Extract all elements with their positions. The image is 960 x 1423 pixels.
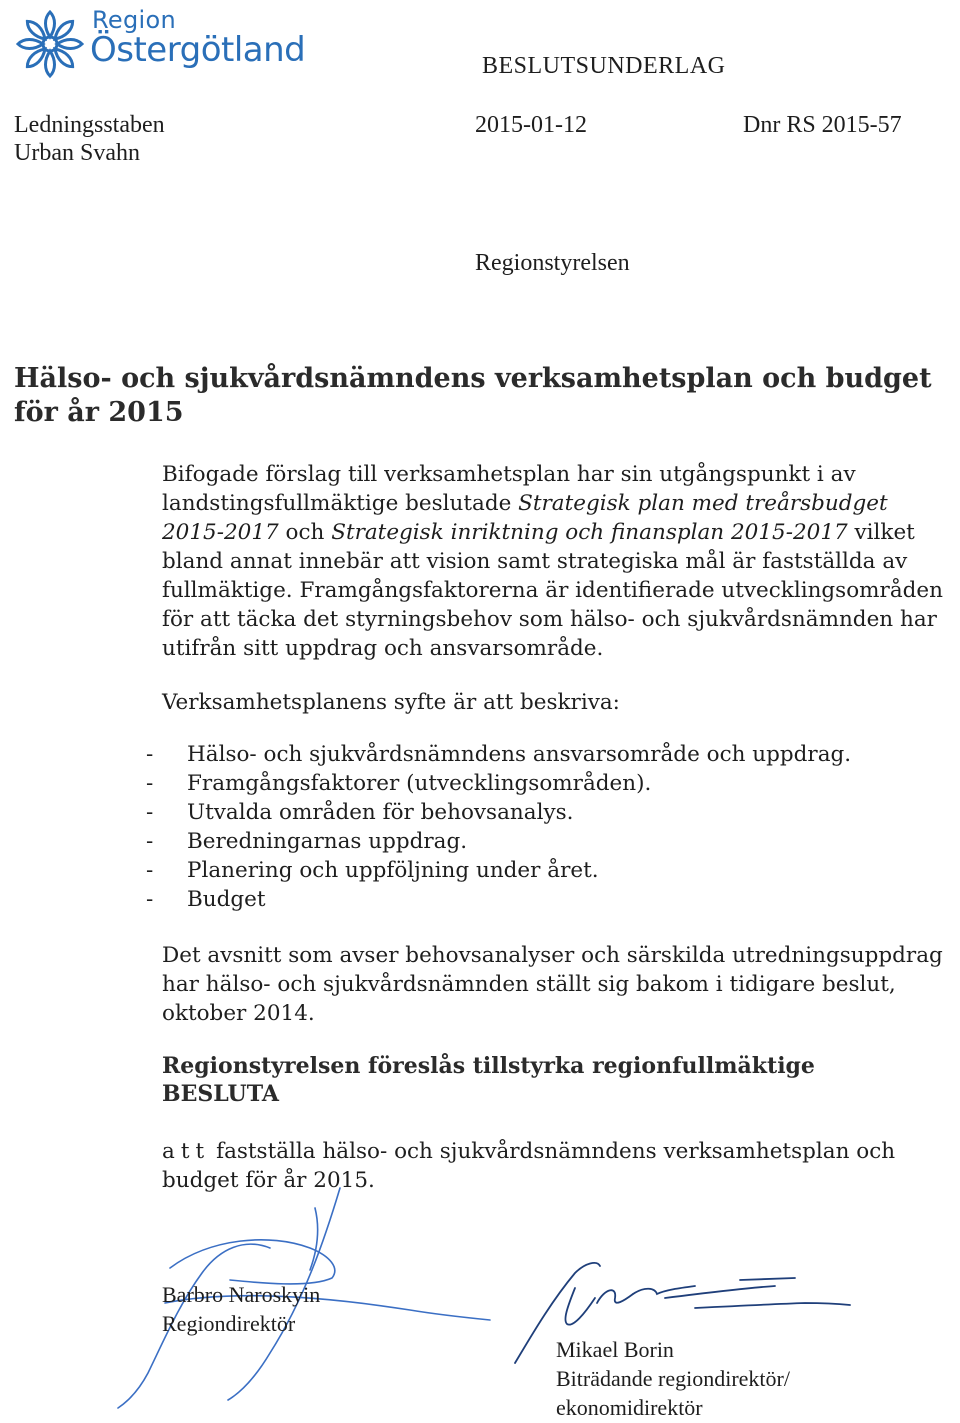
list-dash: - [146,829,154,854]
signatory-title: Regiondirektör [162,1311,296,1336]
list-item-text: Hälso- och sjukvårdsnämndens ansvarsområde och uppdrag. [187,742,852,767]
list-item-text: Budget [187,887,266,912]
department: Ledningsstaben [14,112,165,138]
paragraph-intro-text-b: och [278,520,332,545]
reference-number: Dnr RS 2015-57 [743,112,902,138]
signature-block-regiondirektor [162,1280,320,1338]
paragraph-purpose: Verksamhetsplanens syfte är att beskriva: [162,690,620,715]
paragraph-intro [162,460,952,663]
region-logo-flower-icon [14,8,86,80]
purpose-list [146,740,946,914]
logo-text-region: Region [92,6,176,34]
list-item [146,798,946,827]
list-item [146,769,946,798]
paragraph-intro-text-c: vilket bland annat innebär att vision samt strategiska mål är fastställda av fullmäktige. Framgångsfaktorerna är identifierade utvecklingsområden för att täcka det styrningsbehov som hälso- och sjukvårdsnämnden har utifrån sitt uppdrag och ansvarsområde. [162,520,943,661]
plan-title-italic: Strategisk plan med treårsbudget 2015-2017 [162,491,888,545]
signatory-title: Biträdande regiondirektör/ [556,1366,790,1391]
decision-besluta: BESLUTA [162,1081,279,1107]
list-item-text: Planering och uppföljning under året. [187,858,599,883]
finance-plan-title-italic: Strategisk inriktning och finansplan 2015-2017 [331,520,848,545]
document-type: BESLUTSUNDERLAG [482,53,726,79]
list-dash: - [146,742,154,767]
list-item [146,827,946,856]
signatory-name: Mikael Borin [556,1337,674,1362]
decision-proposal-line: Regionstyrelsen föreslås tillstyrka regionfullmäktige [162,1053,815,1079]
list-item-text: Utvalda områden för behovsanalys. [187,800,574,825]
author: Urban Svahn [14,140,140,166]
recipient: Regionstyrelsen [475,250,630,276]
decision-proposal [162,1052,952,1108]
list-item-text: Beredningarnas uppdrag. [187,829,468,854]
list-item [146,856,946,885]
decision-text-body: fastställa hälso- och sjukvårdsnämndens verksamhetsplan och budget för år 2015. [162,1139,896,1193]
list-dash: - [146,887,154,912]
signatory-name: Barbro Naroskyin [162,1282,321,1307]
list-item-text: Framgångsfaktorer (utvecklingsområden). [187,771,652,796]
list-item [146,885,946,914]
list-dash: - [146,771,154,796]
list-dash: - [146,858,154,883]
paragraph-previous-decision: Det avsnitt som avser behovsanalyser och särskilda utredningsuppdrag har hälso- och sjukvårdsnämnden ställt sig bakom i tidigare beslut, oktober 2014. [162,943,943,1026]
logo-text-ostergotland: Östergötland [90,30,306,70]
att-word: att [162,1139,211,1164]
signatory-title-continued: ekonomidirektör [556,1395,703,1420]
paragraph-intro-text-a: Bifogade förslag till verksamhetsplan har sin utgångspunkt i av landstingsfullmäktige beslutade [162,462,856,516]
signature-block-ekonomidirektor [556,1335,790,1422]
list-dash: - [146,800,154,825]
document-date: 2015-01-12 [475,112,587,138]
document-title: Hälso- och sjukvårdsnämndens verksamhetsplan och budget för år 2015 [14,363,932,428]
list-item [146,740,946,769]
